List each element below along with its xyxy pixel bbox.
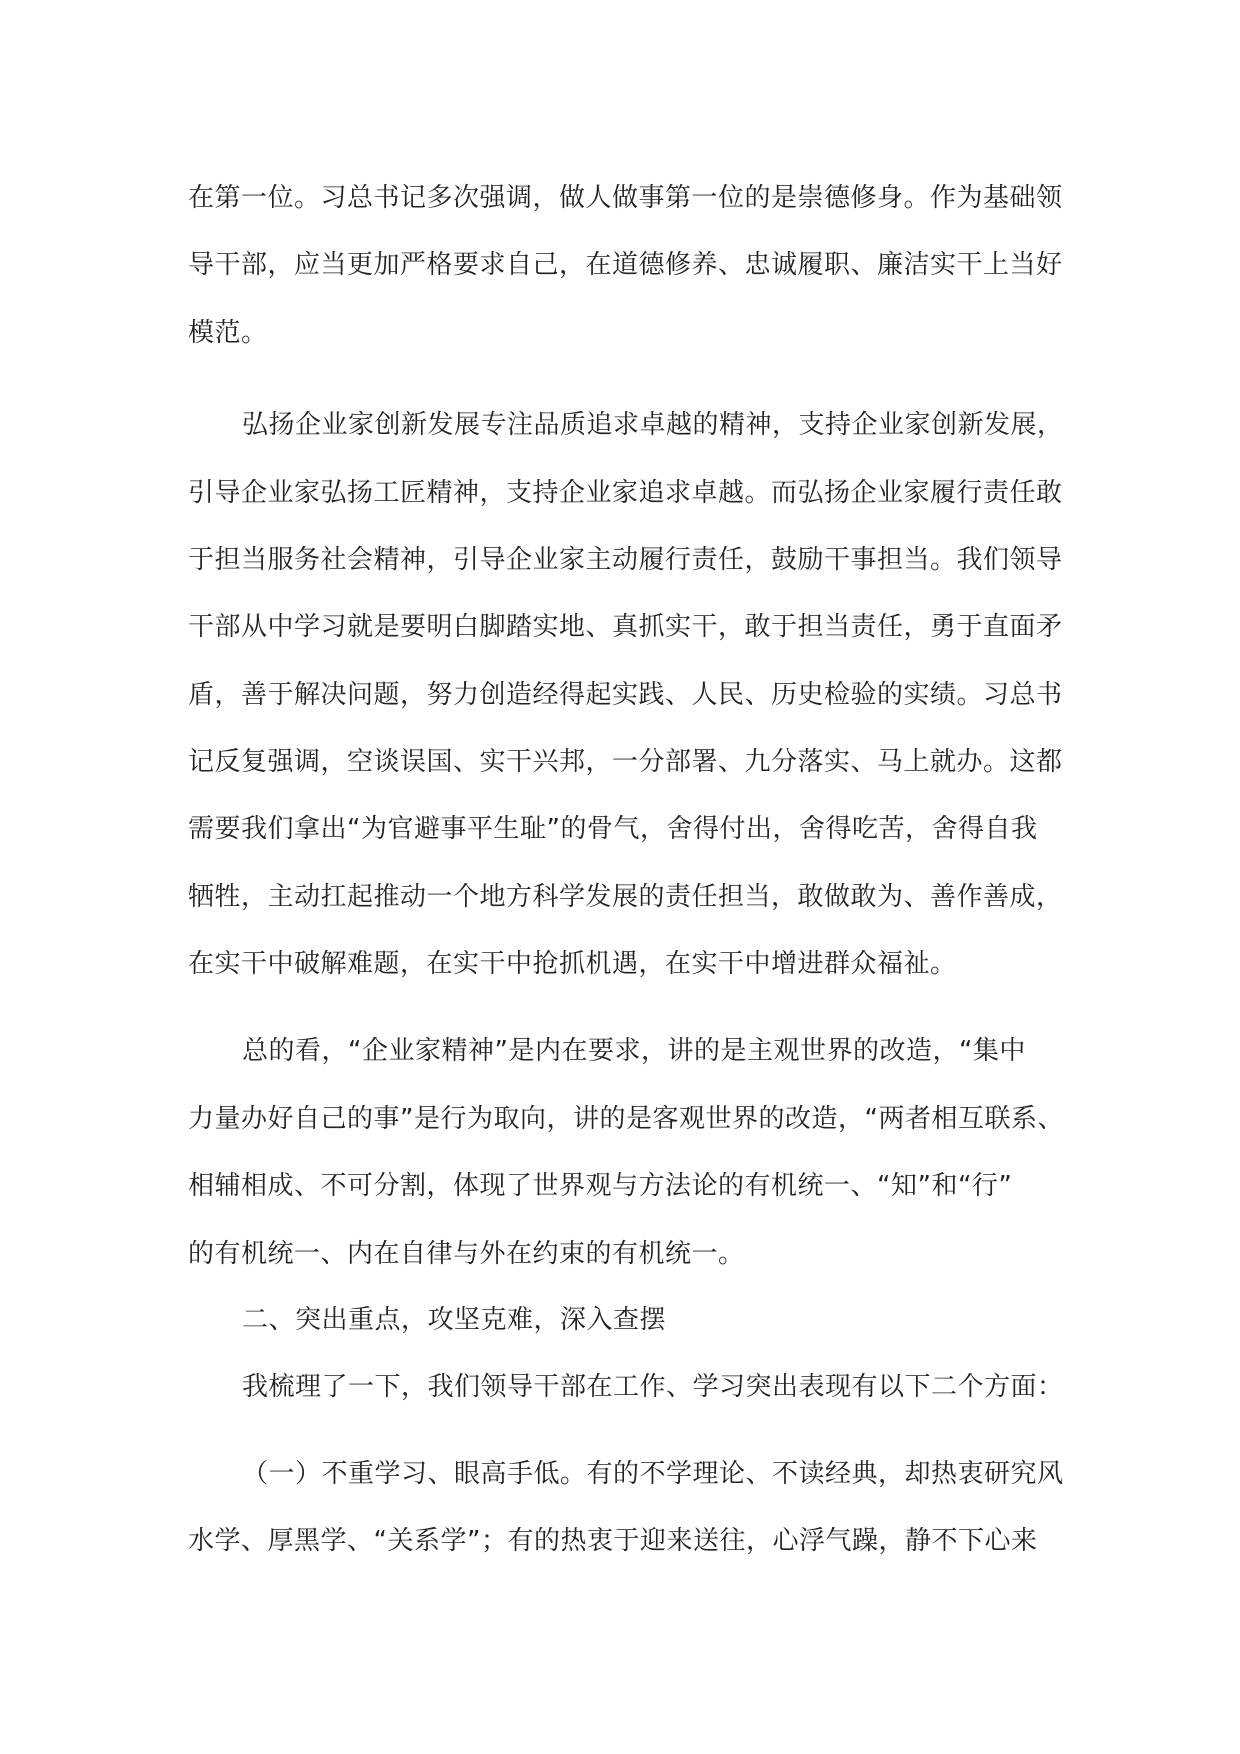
- text-line: 的有机统一、内在自律与外在约束的有机统一。: [188, 1239, 745, 1269]
- section-heading: 二、突出重点，攻坚克难，深入查摆: [242, 1305, 667, 1335]
- text-line: 模范。: [188, 318, 268, 348]
- text-line: 在第一位。习总书记多次强调，做人做事第一位的是崇德修身。作为基础领: [188, 183, 1063, 213]
- text-line: 干部从中学习就是要明白脚踏实地、真抓实干，敢于担当责任，勇于直面矛: [188, 612, 1063, 642]
- text-line: 导干部，应当更加严格要求自己，在道德修养、忠诚履职、廉洁实干上当好: [188, 250, 1063, 280]
- text-line: 盾，善于解决问题，努力创造经得起实践、人民、历史检验的实绩。习总书: [188, 680, 1063, 710]
- text-line: 在实干中破解难题，在实干中抢抓机遇，在实干中增进群众福祉。: [188, 949, 957, 979]
- paragraph-first-line: 我梳理了一下，我们领导干部在工作、学习突出表现有以下二个方面：: [242, 1372, 1064, 1402]
- paragraph-first-line: （一）不重学习、眼高手低。有的不学理论、不读经典，却热衷研究风: [242, 1459, 1064, 1489]
- text-line: 于担当服务社会精神，引导企业家主动履行责任，鼓励干事担当。我们领导: [188, 545, 1063, 575]
- text-line: 力量办好自己的事”是行为取向，讲的是客观世界的改造，“两者相互联系、: [188, 1104, 1064, 1134]
- text-line: 需要我们拿出“为官避事平生耻”的骨气，舍得付出，舍得吃苦，舍得自我: [188, 814, 1038, 844]
- text-line: 牺牲，主动扛起推动一个地方科学发展的责任担当，敢做敢为、善作善成，: [188, 882, 1063, 912]
- text-line: 水学、厚黑学、“关系学”；有的热衷于迎来送往，心浮气躁，静不下心来: [188, 1526, 1038, 1556]
- paragraph-first-line: 总的看，“企业家精神”是内在要求，讲的是主观世界的改造，“集中: [242, 1036, 1026, 1066]
- paragraph-first-line: 弘扬企业家创新发展专注品质追求卓越的精神，支持企业家创新发展，: [242, 410, 1064, 440]
- text-line: 记反复强调，空谈误国、实干兴邦，一分部署、九分落实、马上就办。这都: [188, 747, 1063, 777]
- text-line: 引导企业家弘扬工匠精神，支持企业家追求卓越。而弘扬企业家履行责任敢: [188, 478, 1063, 508]
- text-line: 相辅相成、不可分割，体现了世界观与方法论的有机统一、“知”和“行”: [188, 1171, 1013, 1201]
